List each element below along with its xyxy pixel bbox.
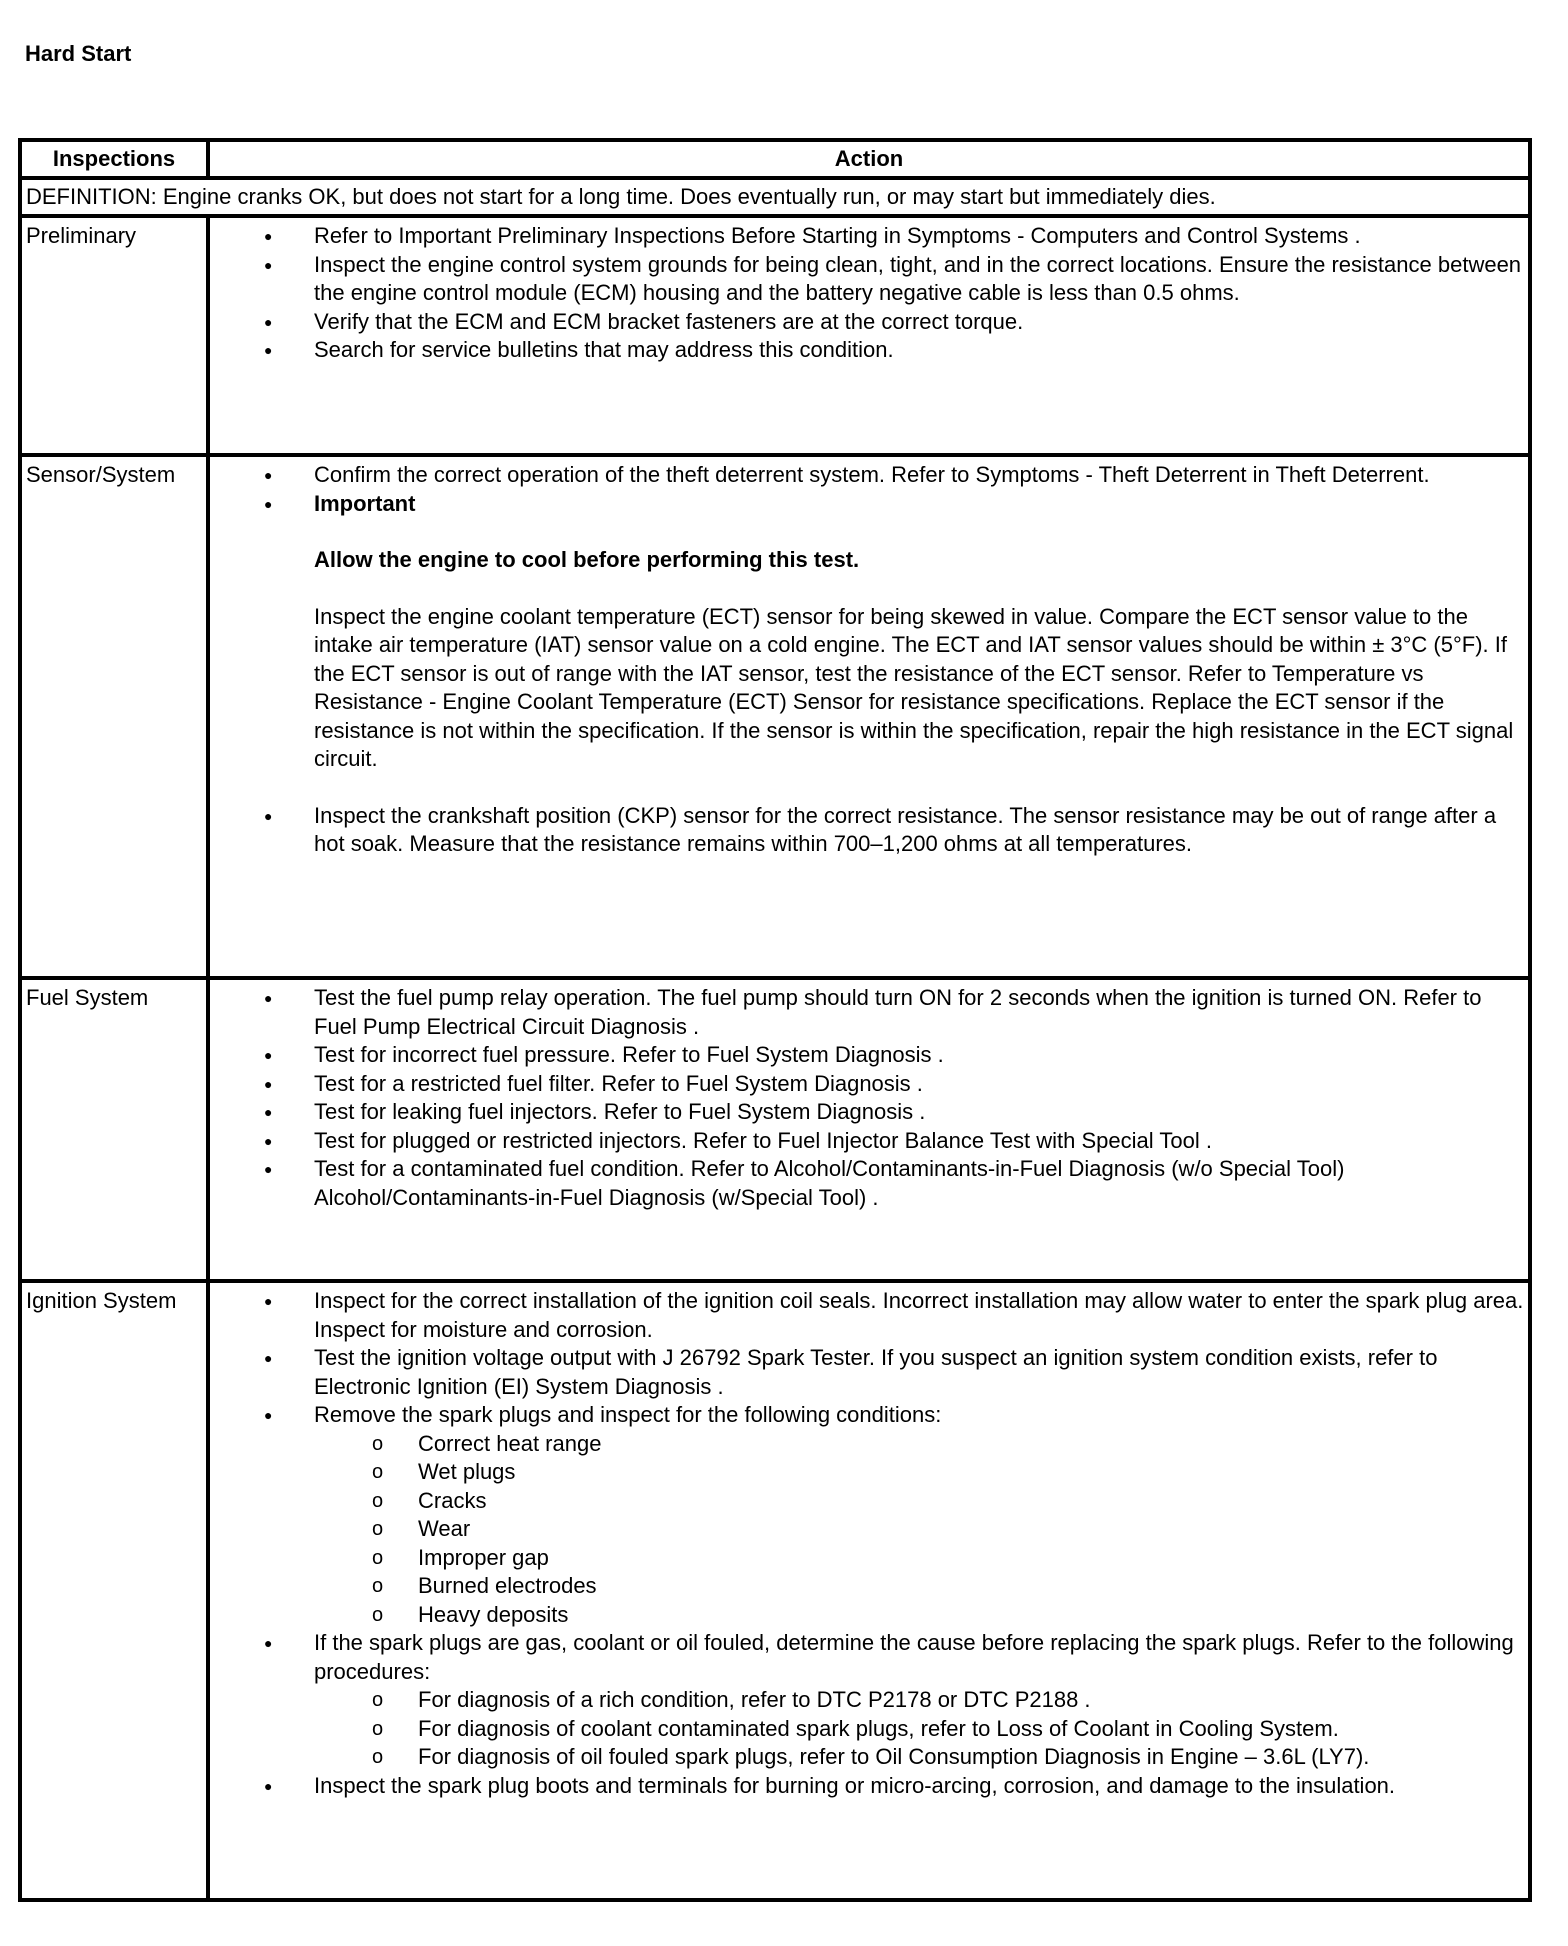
action-list	[210, 1287, 1528, 1800]
inspection-label: Fuel System	[20, 978, 208, 1281]
list-item: ● Verify that the ECM and ECM bracket fasteners are at the correct torque.	[210, 308, 1528, 337]
inspection-label: Ignition System	[20, 1281, 208, 1900]
list-item: ● Test for leaking fuel injectors. Refer to Fuel System Diagnosis .	[210, 1098, 1528, 1127]
header-action: Action	[208, 140, 1530, 178]
list-item: ● Test for incorrect fuel pressure. Refer to Fuel System Diagnosis .	[210, 1041, 1528, 1070]
header-inspections: Inspections	[20, 140, 208, 178]
definition-text: DEFINITION: Engine cranks OK, but does not start for a long time. Does eventually run, or may start but immediately dies.	[20, 178, 1530, 216]
list-item: ● Refer to Important Preliminary Inspections Before Starting in Symptoms - Computers and Control Systems .	[210, 222, 1528, 251]
list-item-conditions	[210, 1401, 1528, 1629]
sub-list-item: o For diagnosis of oil fouled spark plugs, refer to Oil Consumption Diagnosis in Engine – 3.6L (LY7).	[314, 1743, 1524, 1772]
important-body: Inspect the engine coolant temperature (ECT) sensor for being skewed in value. Compare the ECT sensor value to the intake air temperature (IAT) sensor value on a cold engine. The ECT and IAT sensor values should be within ± 3°C (5°F). If the ECT sensor is out of range with the IAT sensor, test the resistance of the ECT sensor. Refer to Temperature vs Resistance - Engine Coolant Temperature (ECT) Sensor for resistance specifications. Replace the ECT sensor if the resistance is not within the specification. If the sensor is within the specification, repair the high resistance in the ECT signal circuit.	[314, 603, 1514, 771]
list-item: ● Inspect the crankshaft position (CKP) sensor for the correct resistance. The sensor resistance may be out of range after a hot soak. Measure that the resistance remains within 700–1,200 ohms at all temperatures.	[210, 802, 1528, 859]
conditions-list	[314, 1430, 1524, 1630]
procedures-list	[314, 1686, 1524, 1772]
action-cell	[208, 978, 1530, 1281]
sub-list-item: o Wear	[314, 1515, 1524, 1544]
important-label: ● Important	[314, 490, 416, 516]
sub-list-item: o For diagnosis of coolant contaminated spark plugs, refer to Loss of Coolant in Cooling System.	[314, 1715, 1524, 1744]
table-header-row	[20, 140, 1530, 178]
list-item: ● Test the ignition voltage output with J 26792 Spark Tester. If you suspect an ignition system condition exists, refer to Electronic Ignition (EI) System Diagnosis .	[210, 1344, 1528, 1401]
inspection-label: Sensor/System	[20, 455, 208, 978]
action-list	[210, 984, 1528, 1212]
sub-list-item: o For diagnosis of a rich condition, refer to DTC P2178 or DTC P2188 .	[314, 1686, 1524, 1715]
list-item: ● Confirm the correct operation of the theft deterrent system. Refer to Symptoms - Theft Deterrent in Theft Deterrent.	[210, 461, 1528, 490]
inspection-label: Preliminary	[20, 216, 208, 455]
table-row-fuel-system	[20, 978, 1530, 1281]
sub-list-item: o Heavy deposits	[314, 1601, 1524, 1630]
sub-list-item: o Cracks	[314, 1487, 1524, 1516]
list-item: ● Inspect for the correct installation of the ignition coil seals. Incorrect installation may allow water to enter the spark plug area. Inspect for moisture and corrosion.	[210, 1287, 1528, 1344]
important-note: Allow the engine to cool before performing this test.	[314, 547, 860, 572]
table-row-ignition-system	[20, 1281, 1530, 1900]
page-title: Hard Start	[25, 41, 132, 66]
list-item: ● Inspect the engine control system grounds for being clean, tight, and in the correct locations. Ensure the resistance between the engine control module (ECM) housing and the battery negative cable is less than 0.5 ohms.	[210, 251, 1528, 308]
sub-list-item: o Correct heat range	[314, 1430, 1524, 1459]
list-item-important	[210, 490, 1528, 802]
sub-list-item: o Wet plugs	[314, 1458, 1524, 1487]
list-item: ● Test for plugged or restricted injectors. Refer to Fuel Injector Balance Test with Special Tool .	[210, 1127, 1528, 1156]
action-list	[210, 461, 1528, 859]
definition-row	[20, 178, 1530, 216]
list-item: ● Test the fuel pump relay operation. The fuel pump should turn ON for 2 seconds when the ignition is turned ON. Refer to Fuel Pump Electrical Circuit Diagnosis .	[210, 984, 1528, 1041]
conditions-intro: ● Remove the spark plugs and inspect for the following conditions:	[314, 1402, 942, 1427]
action-cell	[208, 216, 1530, 455]
list-item: ● Inspect the spark plug boots and terminals for burning or micro-arcing, corrosion, and damage to the insulation.	[210, 1772, 1528, 1801]
sub-list-item: o Burned electrodes	[314, 1572, 1524, 1601]
action-cell	[208, 455, 1530, 978]
table-row-preliminary	[20, 216, 1530, 455]
table-row-sensor-system	[20, 455, 1530, 978]
list-item-procedures	[210, 1629, 1528, 1772]
action-cell	[208, 1281, 1530, 1900]
list-item: ● Search for service bulletins that may address this condition.	[210, 336, 1528, 365]
action-list	[210, 222, 1528, 365]
list-item: ● Test for a restricted fuel filter. Refer to Fuel System Diagnosis .	[210, 1070, 1528, 1099]
list-item: ● Test for a contaminated fuel condition. Refer to Alcohol/Contaminants-in-Fuel Diagnosis (w/o Special Tool) Alcohol/Contaminants-in-Fuel Diagnosis (w/Special Tool) .	[210, 1155, 1528, 1212]
sub-list-item: o Improper gap	[314, 1544, 1524, 1573]
procedures-intro: ● If the spark plugs are gas, coolant or oil fouled, determine the cause before replacing the spark plugs. Refer to the following procedures:	[314, 1630, 1514, 1684]
hard-start-table	[18, 138, 1532, 1902]
